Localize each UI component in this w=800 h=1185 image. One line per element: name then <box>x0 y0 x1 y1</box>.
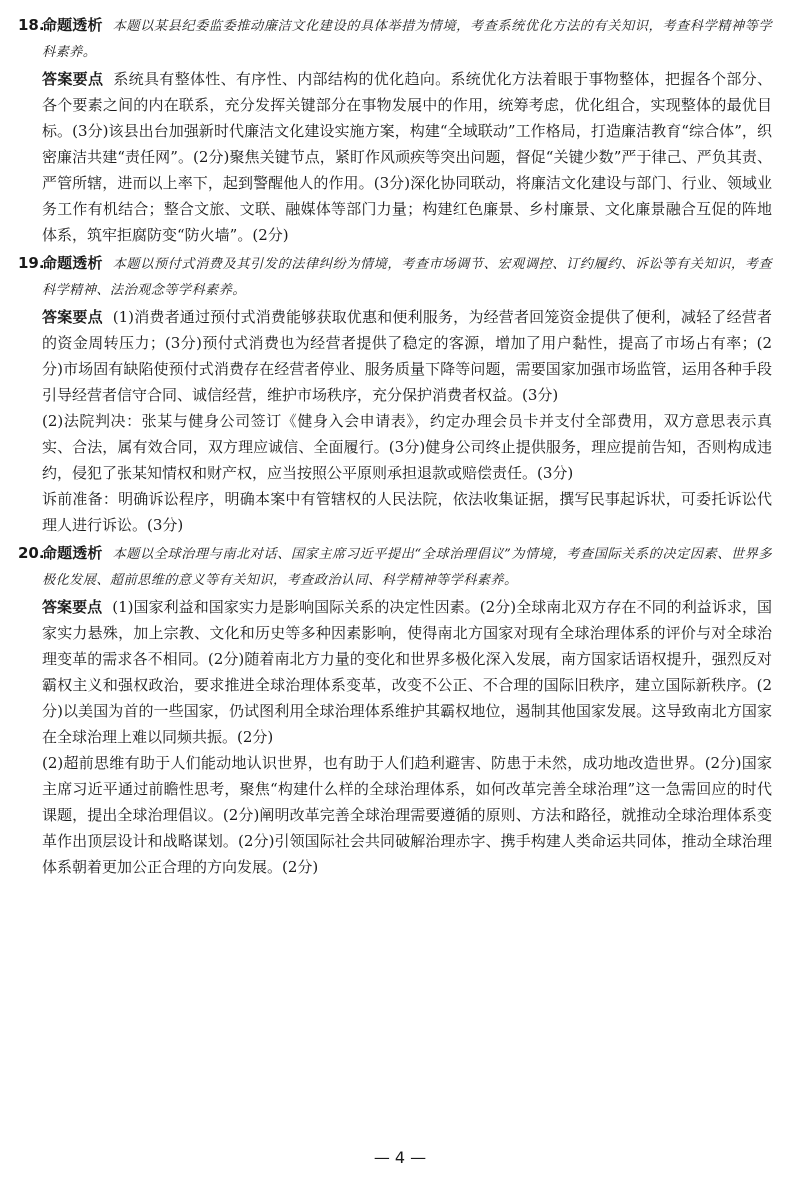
analysis-text: 本题以预付式消费及其引发的法律纠纷为情境，考查市场调节、宏观调控、订约履约、诉讼等有关知识，考查科学精神、法治观念等学科素养。 <box>42 257 772 298</box>
analysis-text: 本题以全球治理与南北对话、国家主席习近平提出“全球治理倡议”为情境，考查国际关系的决定因素、世界多极化发展、超前思维的意义等有关知识，考查政治认同、科学精神等学科素养。 <box>42 547 772 588</box>
question-number: 20. <box>18 544 45 562</box>
answer-label: 答案要点 <box>42 598 103 616</box>
question-number: 18. <box>18 16 45 34</box>
question-19 <box>18 250 772 538</box>
page-number: — 4 — <box>373 1148 427 1167</box>
question-18 <box>18 12 772 248</box>
answer-text: 系统具有整体性、有序性、内部结构的优化趋向。系统优化方法着眼于事物整体，把握各个部分、各个要素之间的内在联系，充分发挥关键部分在事物发展中的作用，统筹考虑，优化组合，实现整体的最优目标。(3分)该县出台加强新时代廉洁文化建设实施方案，构建“全域联动”工作格局，打造廉洁教育“综合体”，织密廉洁共建“责任网”。(2分)聚焦关键节点，紧盯作风顽疾等突出问题，督促“关键少数”严于律己、严负其责、严管所辖，进而以上率下，起到警醒他人的作用。(3分)深化协同联动，将廉洁文化建设与部门、行业、领域业务工作有机结合；整合文旅、文联、融媒体等部门力量；构建红色廉景、乡村廉景、文化廉景融合互促的阵地体系，筑牢拒腐防变“防火墙”。(2分) <box>42 70 772 244</box>
answer-points <box>42 304 772 408</box>
question-number: 19. <box>18 254 45 272</box>
answer-label: 答案要点 <box>42 70 104 88</box>
analysis-text: 本题以某县纪委监委推动廉洁文化建设的具体举措为情境，考查系统优化方法的有关知识，考查科学精神等学科素养。 <box>42 19 772 60</box>
answer-paragraph: (2)法院判决：张某与健身公司签订《健身入会申请表》，约定办理会员卡并支付全部费用，双方意思表示真实、合法，属有效合同，双方理应诚信、全面履行。(3分)健身公司终止提供服务，理应提前告知，否则构成违约，侵犯了张某知情权和财产权，应当按照公平原则承担退款或赔偿责任。(3分) <box>42 412 772 482</box>
answer-points <box>42 66 772 248</box>
question-20 <box>18 540 772 880</box>
analysis-label: 命题透析 <box>42 254 103 272</box>
analysis-label: 命题透析 <box>42 544 103 562</box>
answer-label: 答案要点 <box>42 308 103 326</box>
question-analysis <box>42 250 772 304</box>
question-analysis <box>42 540 772 594</box>
answer-paragraph: 诉前准备：明确诉讼程序，明确本案中有管辖权的人民法院，依法收集证据，撰写民事起诉状，可委托诉讼代理人进行诉讼。(3分) <box>42 490 772 534</box>
question-analysis <box>42 12 772 66</box>
analysis-label: 命题透析 <box>42 16 103 34</box>
answer-points <box>42 594 772 750</box>
answer-paragraph: (2)超前思维有助于人们能动地认识世界，也有助于人们趋利避害、防患于未然，成功地改造世界。(2分)国家主席习近平通过前瞻性思考，聚焦“构建什么样的全球治理体系，如何改革完善全球治理”这一急需回应的时代课题，提出全球治理倡议。(2分)阐明改革完善全球治理需要遵循的原则、方法和路径，就推动全球治理体系变革作出顶层设计和战略谋划。(2分)引领国际社会共同破解治理赤字、携手构建人类命运共同体，推动全球治理体系朝着更加公正合理的方向发展。(2分) <box>42 754 772 876</box>
answer-text: (1)消费者通过预付式消费能够获取优惠和便利服务，为经营者回笼资金提供了便利，减轻了经营者的资金周转压力；(3分)预付式消费也为经营者提供了稳定的客源，增加了用户黏性，提高了市场占有率；(2分)市场固有缺陷使预付式消费存在经营者停业、服务质量下降等问题，需要国家加强市场监管，运用各种手段引导经营者信守合同、诚信经营，维护市场秩序，充分保护消费者权益。(3分) <box>42 308 772 404</box>
answer-text: (1)国家利益和国家实力是影响国际关系的决定性因素。(2分)全球南北双方存在不同的利益诉求，国家实力悬殊，加上宗教、文化和历史等多种因素影响，使得南北方国家对现有全球治理体系的评价与对全球治理变革的需求各不相同。(2分)随着南北方力量的变化和世界多极化深入发展，南方国家话语权提升，强烈反对霸权主义和强权政治，要求推进全球治理体系变革，改变不公正、不合理的国际旧秩序，建立国际新秩序。(2分)以美国为首的一些国家，仍试图利用全球治理体系维护其霸权地位，遏制其他国家发展。这导致南北方国家在全球治理上难以同频共振。(2分) <box>42 598 772 746</box>
